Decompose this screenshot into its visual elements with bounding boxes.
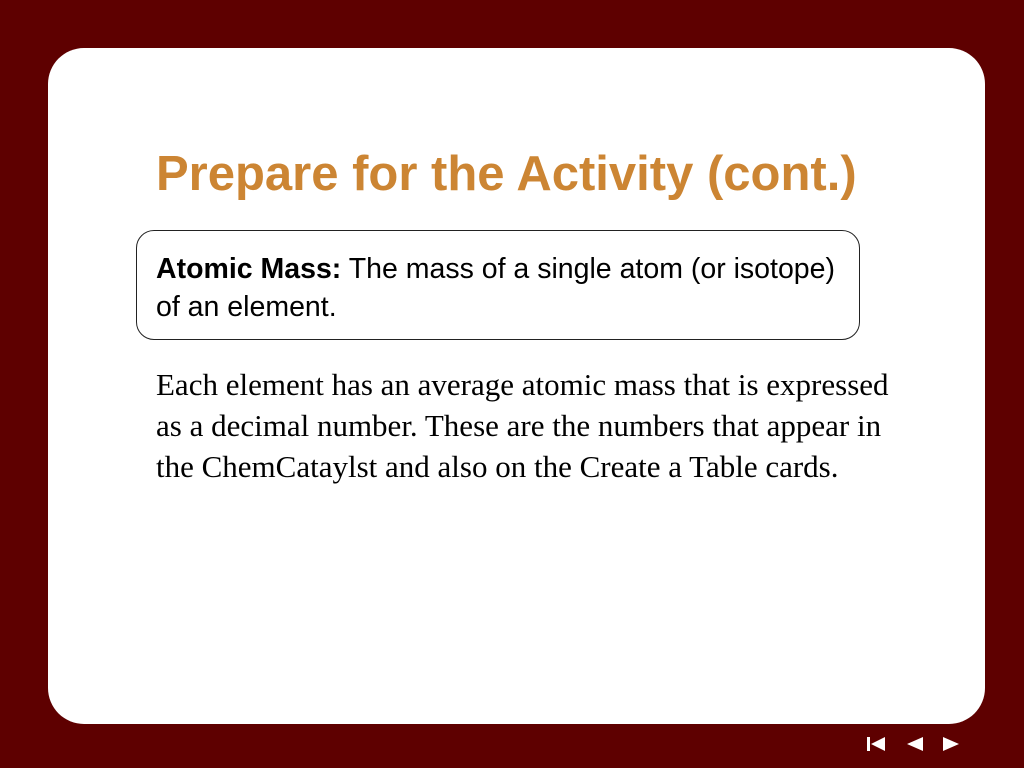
slide-title: Prepare for the Activity (cont.)	[156, 147, 857, 201]
definition-box	[136, 230, 860, 340]
definition-text: The mass of a single atom (or isotope) of an element.	[156, 253, 835, 323]
next-arrow-icon	[942, 736, 962, 752]
body-paragraph: Each element has an average atomic mass that is expressed as a decimal number. These are the numbers that appear in the ChemCataylst and also on the Create a Table cards.	[156, 367, 889, 484]
slide-navigation	[862, 732, 966, 756]
previous-arrow-icon	[904, 736, 924, 752]
next-slide-button[interactable]	[938, 732, 966, 756]
previous-slide-button[interactable]	[900, 732, 928, 756]
definition-term: Atomic Mass:	[156, 253, 342, 285]
skip-to-start-icon	[866, 736, 886, 752]
first-slide-button[interactable]	[862, 732, 890, 756]
